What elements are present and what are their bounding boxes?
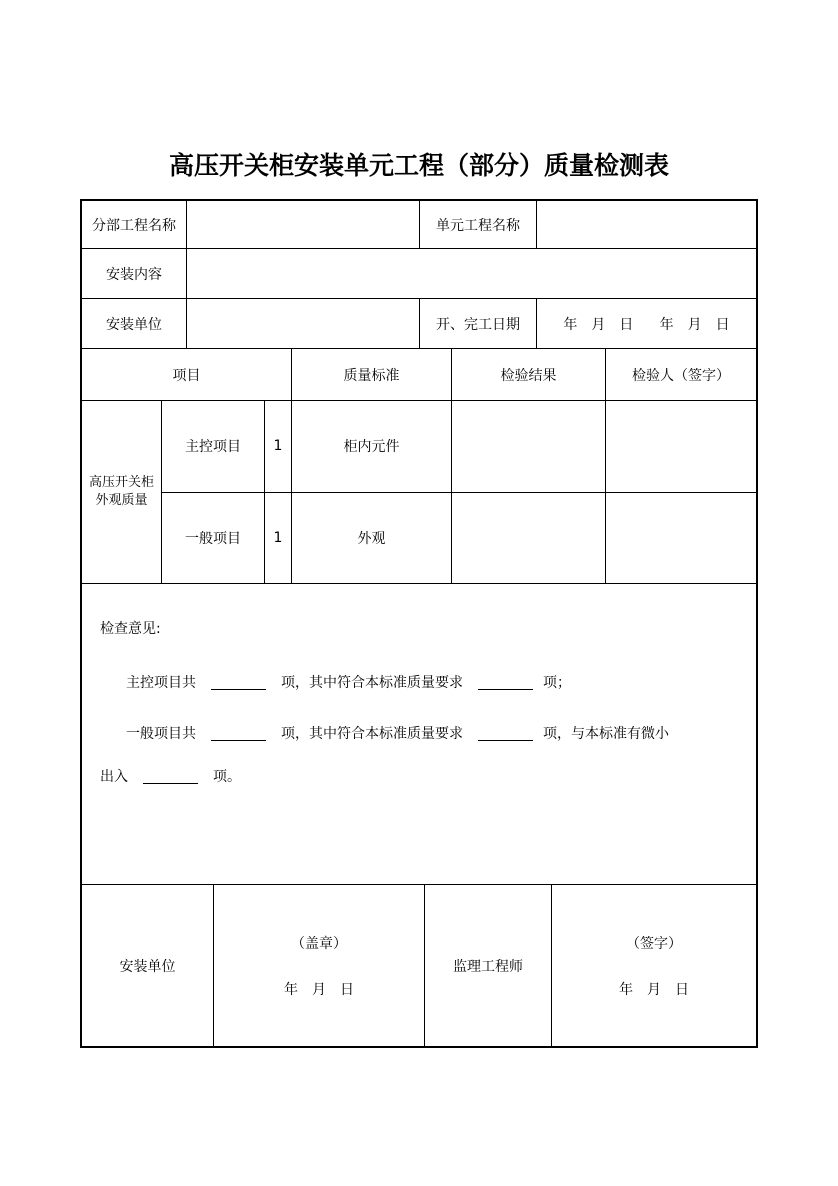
page-title: 高压开关柜安装单元工程（部分）质量检测表 — [168, 151, 669, 180]
item-inspector-signature[interactable] — [606, 401, 756, 492]
fill-in-blank[interactable] — [478, 725, 533, 741]
fill-in-blank[interactable] — [211, 725, 266, 741]
start-finish-date-value[interactable] — [537, 299, 756, 348]
review-line2-post: 项，与本标准有微小 — [543, 726, 669, 742]
item-category: 主控项目 — [162, 401, 265, 492]
row-installer-dates — [82, 299, 756, 349]
start-finish-date-label: 开、完工日期 — [420, 299, 537, 348]
header-item: 项目 — [82, 349, 292, 400]
row-installation-content — [82, 249, 756, 299]
item-number: 1 — [265, 493, 292, 584]
installer-seal-area[interactable] — [214, 885, 425, 1046]
item-inspection-result[interactable] — [452, 493, 606, 584]
item-group-label-line1: 高压开关柜 — [88, 475, 154, 491]
header-inspection-result: 检验结果 — [452, 349, 606, 400]
row-review-opinion — [82, 584, 756, 885]
review-heading: 检查意见: — [100, 621, 161, 637]
review-line3-pre: 出入 — [100, 769, 128, 785]
review-line-general — [126, 723, 669, 743]
unit-project-name-label: 单元工程名称 — [420, 201, 537, 248]
review-line1-mid: 项，其中符合本标准质量要求 — [281, 675, 463, 691]
review-line-discrepancy — [100, 766, 241, 786]
review-line2-mid: 项，其中符合本标准质量要求 — [281, 726, 463, 742]
header-quality-standard: 质量标准 — [292, 349, 452, 400]
review-line2-pre: 一般项目共 — [126, 726, 196, 742]
review-line1-post: 项； — [543, 675, 571, 691]
item-quality-standard: 柜内元件 — [292, 401, 452, 492]
item-group-label-line2: 外观质量 — [95, 493, 148, 508]
table-row-general — [162, 493, 756, 584]
table-row-main-control — [162, 401, 756, 493]
review-line1-pre: 主控项目共 — [126, 675, 196, 691]
signature-label: （签字） — [626, 935, 682, 952]
fill-in-blank[interactable] — [478, 674, 533, 690]
installer-value[interactable] — [187, 299, 420, 348]
item-quality-standard: 外观 — [292, 493, 452, 584]
rows-inspection-items — [82, 401, 756, 584]
installer-label: 安装单位 — [82, 299, 187, 348]
supervisor-signature-area[interactable] — [552, 885, 756, 1046]
row-signatures — [82, 885, 756, 1046]
row-project-names — [82, 201, 756, 249]
quality-inspection-form-table — [80, 199, 758, 1048]
division-project-name-value[interactable] — [187, 201, 420, 248]
start-date-text: 年 月 日 — [563, 316, 634, 333]
unit-project-name-value[interactable] — [537, 201, 756, 248]
supervisor-engineer-label: 监理工程师 — [425, 885, 552, 1046]
fill-in-blank[interactable] — [211, 674, 266, 690]
item-group-label — [82, 401, 162, 583]
item-category: 一般项目 — [162, 493, 265, 584]
seal-date-text: 年 月 日 — [284, 981, 354, 998]
signature-date-text: 年 月 日 — [619, 981, 689, 998]
item-number: 1 — [265, 401, 292, 492]
fill-in-blank[interactable] — [143, 768, 198, 784]
division-project-name-label: 分部工程名称 — [82, 201, 187, 248]
header-inspector-signature: 检验人（签字） — [632, 367, 730, 384]
row-column-headers — [82, 349, 756, 401]
seal-label: （盖章） — [291, 935, 347, 952]
review-line-main-control — [126, 672, 571, 692]
installation-content-value[interactable] — [187, 249, 756, 298]
item-inspection-result[interactable] — [452, 401, 606, 492]
installation-content-label: 安装内容 — [82, 249, 187, 298]
footer-installer-label: 安装单位 — [82, 885, 214, 1046]
item-inspector-signature[interactable] — [606, 493, 756, 584]
finish-date-text: 年 月 日 — [659, 316, 730, 333]
review-line3-post: 项。 — [213, 769, 241, 785]
inspection-item-rows — [162, 401, 756, 583]
